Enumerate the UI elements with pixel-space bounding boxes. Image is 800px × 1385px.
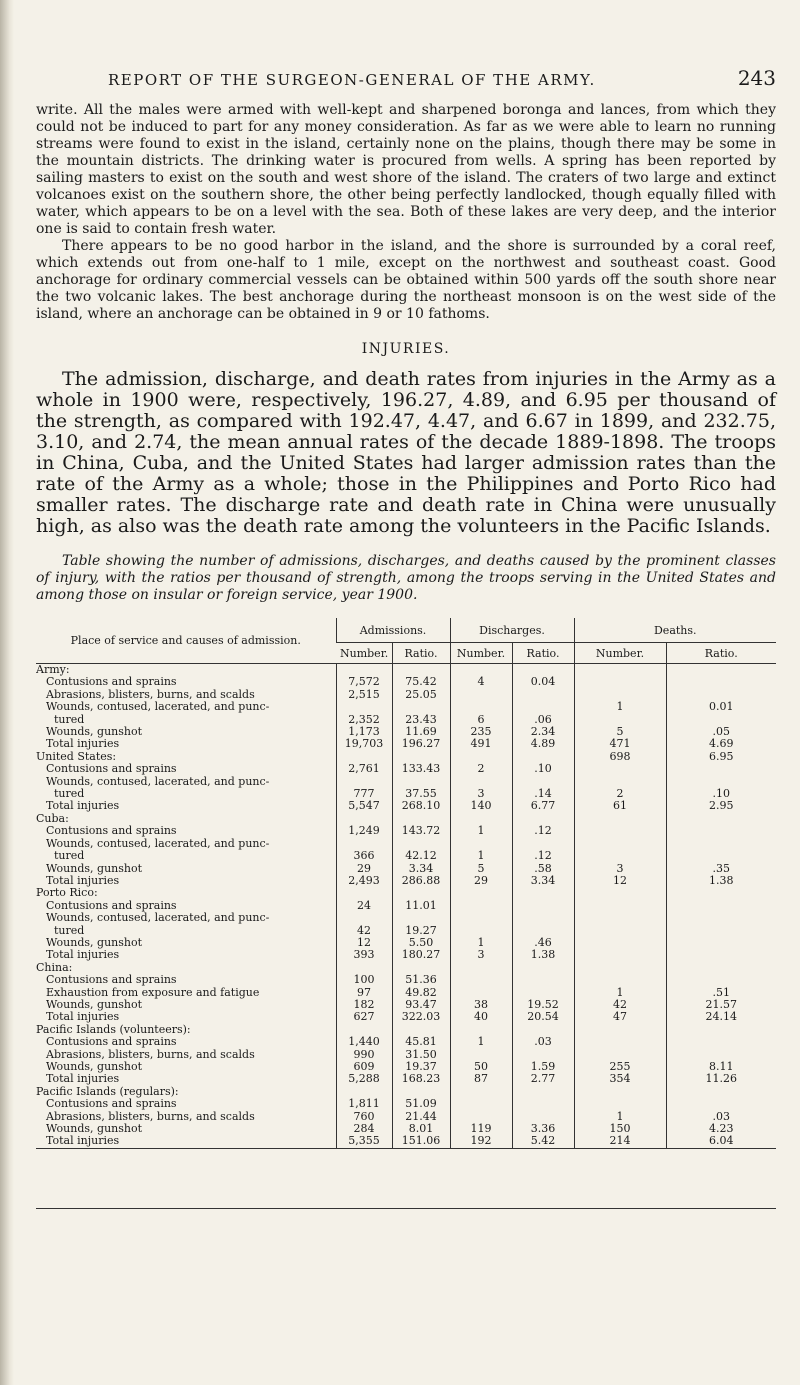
- table-row: [36, 949, 776, 961]
- intro-paragraph-2: There appears to be no good harbor in the island, and the shore is surrounded by a coral reef, which extends out from one-half to 1 mile, except on the northwest and southeast coast. Good anchorage for ordinary commercial vessels can be obtained within 500 yards off the south shore near the two volcanic lakes. The best anchorage during the northeast monsoon is on the west side of the island, where an anchorage can be obtained in 9 or 10 fathoms.: [36, 238, 776, 322]
- deaths-number-cell: [574, 825, 666, 837]
- deaths-number-cell: 214: [574, 1135, 666, 1148]
- admissions-number-cell: 12: [336, 937, 392, 949]
- deaths-number-cell: 61: [574, 800, 666, 812]
- table-row: [36, 738, 776, 750]
- row-label: Total injuries: [46, 1135, 120, 1148]
- row-label: China:: [36, 961, 73, 974]
- row-label: Total injuries: [46, 738, 120, 751]
- deaths-number-cell: 1: [574, 1111, 666, 1123]
- deaths-number-cell: [574, 1036, 666, 1048]
- discharges-number-cell: 1: [450, 825, 512, 837]
- row-label: Cuba:: [36, 812, 69, 825]
- deaths-ratio-cell: [666, 676, 776, 688]
- row-label: Contusions and sprains: [46, 899, 177, 912]
- discharges-ratio-cell: .58: [512, 863, 574, 875]
- discharges-ratio-cell: 3.36: [512, 1123, 574, 1135]
- deaths-number-cell: 1: [574, 987, 666, 999]
- discharges-number-cell: [450, 701, 512, 713]
- admissions-ratio-cell: 143.72: [392, 825, 450, 837]
- deaths-number-cell: [574, 962, 666, 974]
- deaths-number-cell: 354: [574, 1073, 666, 1085]
- place-header: Place of service and causes of admission.: [36, 618, 336, 664]
- row-label: Abrasions, blisters, burns, and scalds: [46, 1110, 255, 1123]
- admissions-header: Admissions.: [336, 618, 450, 643]
- deaths-ratio-cell: 11.26: [666, 1073, 776, 1085]
- admissions-ratio-cell: [392, 912, 450, 924]
- row-label: Army:: [36, 663, 70, 676]
- admissions-ratio-cell: 45.81: [392, 1036, 450, 1048]
- row-label: Total injuries: [46, 1073, 120, 1086]
- deaths-ratio-cell: 6.04: [666, 1135, 776, 1148]
- admissions-number-cell: 1,249: [336, 825, 392, 837]
- admissions-number-cell: 2,761: [336, 763, 392, 775]
- discharges-ratio-cell: 0.04: [512, 676, 574, 688]
- row-label: United States:: [36, 750, 117, 763]
- row-label: Wounds, contused, lacerated, and punc-: [46, 837, 270, 850]
- admissions-ratio-cell: 11.69: [392, 726, 450, 738]
- row-label: tured: [54, 788, 85, 801]
- discharges-ratio-cell: 2.34: [512, 726, 574, 738]
- admissions-ratio-cell: 51.36: [392, 974, 450, 986]
- admissions-ratio-cell: 19.27: [392, 925, 450, 937]
- deaths-number-cell: [574, 1086, 666, 1098]
- discharges-ratio-cell: [512, 1098, 574, 1110]
- discharges-number-cell: 40: [450, 1011, 512, 1023]
- admissions-number-cell: 1,173: [336, 726, 392, 738]
- discharges-number-cell: 235: [450, 726, 512, 738]
- admissions-ratio-cell: [392, 887, 450, 899]
- discharges-ratio-cell: [512, 887, 574, 899]
- table-row: [36, 800, 776, 812]
- discharges-number-cell: 6: [450, 714, 512, 726]
- discharges-number-cell: [450, 887, 512, 899]
- deaths-number-cell: 42: [574, 999, 666, 1011]
- table-row: [36, 1011, 776, 1023]
- discharges-number-cell: 491: [450, 738, 512, 750]
- admissions-number-cell: 627: [336, 1011, 392, 1023]
- admissions-ratio-cell: 5.50: [392, 937, 450, 949]
- discharges-ratio-header: Ratio.: [512, 643, 574, 664]
- admissions-number-cell: [336, 912, 392, 924]
- deaths-number-cell: [574, 937, 666, 949]
- discharges-number-cell: 1: [450, 937, 512, 949]
- deaths-number-cell: [574, 664, 666, 677]
- discharges-number-cell: 5: [450, 863, 512, 875]
- admissions-ratio-cell: 49.82: [392, 987, 450, 999]
- admissions-ratio-cell: 75.42: [392, 676, 450, 688]
- discharges-header: Discharges.: [450, 618, 574, 643]
- admissions-number-cell: 2,515: [336, 689, 392, 701]
- deaths-ratio-cell: .03: [666, 1111, 776, 1123]
- discharges-ratio-cell: 19.52: [512, 999, 574, 1011]
- deaths-ratio-cell: [666, 850, 776, 862]
- deaths-number-cell: [574, 813, 666, 825]
- row-label: Wounds, contused, lacerated, and punc-: [46, 701, 270, 714]
- injuries-paragraph: The admission, discharge, and death rates from injuries in the Army as a whole in 1900 were, respectively, 196.27, 4.89, and 6.95 per thousand of the strength, as compared with 192.47, 4.47, and 6.67 in 1899, and 232.75, 3.10, and 2.74, the mean annual rates of the decade 1889-1898. The troops in China, Cuba, and the United States had larger admission rates than the rate of the Army as a whole; those in the Philippines and Porto Rico had smaller rates. The discharge rate and death rate in China were unusually high, as also was the death rate among the volunteers in the Pacific Islands.: [36, 368, 776, 537]
- deaths-number-cell: [574, 1024, 666, 1036]
- row-label: Wounds, gunshot: [46, 1123, 143, 1136]
- discharges-ratio-cell: .46: [512, 937, 574, 949]
- table-body: [36, 664, 776, 1149]
- admissions-ratio-cell: 133.43: [392, 763, 450, 775]
- discharges-number-cell: [450, 689, 512, 701]
- discharges-number-header: Number.: [450, 643, 512, 664]
- row-label: Total injuries: [46, 874, 120, 887]
- discharges-number-cell: 4: [450, 676, 512, 688]
- admissions-number-cell: 42: [336, 925, 392, 937]
- row-label: Wounds, gunshot: [46, 936, 143, 949]
- table-row: [36, 689, 776, 701]
- deaths-ratio-cell: 4.23: [666, 1123, 776, 1135]
- deaths-ratio-cell: [666, 900, 776, 912]
- admissions-ratio-cell: 196.27: [392, 738, 450, 750]
- row-label: Contusions and sprains: [46, 974, 177, 987]
- admissions-number-cell: 393: [336, 949, 392, 961]
- discharges-number-cell: 87: [450, 1073, 512, 1085]
- discharges-ratio-cell: .10: [512, 763, 574, 775]
- row-label: Wounds, gunshot: [46, 862, 143, 875]
- discharges-number-cell: 3: [450, 788, 512, 800]
- deaths-ratio-cell: 4.69: [666, 738, 776, 750]
- deaths-number-cell: [574, 949, 666, 961]
- admissions-number-cell: [336, 701, 392, 713]
- table-row: [36, 1036, 776, 1048]
- table-caption: Table showing the number of admissions, discharges, and deaths caused by the prominent classes of injury, with the ratios per thousand of strength, among the troops serving in the United States and among those on insular or foreign service, year 1900.: [36, 553, 776, 603]
- discharges-ratio-cell: 1.59: [512, 1061, 574, 1073]
- document-page: [36, 66, 776, 1149]
- discharges-ratio-cell: 4.89: [512, 738, 574, 750]
- row-label: Contusions and sprains: [46, 825, 177, 838]
- admissions-ratio-cell: 23.43: [392, 714, 450, 726]
- table-row: [36, 1098, 776, 1110]
- deaths-number-header: Number.: [574, 643, 666, 664]
- deaths-ratio-cell: .35: [666, 863, 776, 875]
- deaths-number-cell: [574, 974, 666, 986]
- row-label: tured: [54, 850, 85, 863]
- admissions-number-cell: 284: [336, 1123, 392, 1135]
- deaths-ratio-cell: [666, 925, 776, 937]
- admissions-ratio-cell: 11.01: [392, 900, 450, 912]
- admissions-number-header: Number.: [336, 643, 392, 664]
- row-label: Contusions and sprains: [46, 676, 177, 689]
- deaths-ratio-cell: [666, 763, 776, 775]
- discharges-ratio-cell: .03: [512, 1036, 574, 1048]
- admissions-ratio-cell: 151.06: [392, 1135, 450, 1148]
- deaths-number-cell: 47: [574, 1011, 666, 1023]
- deaths-number-cell: [574, 850, 666, 862]
- discharges-ratio-cell: .14: [512, 788, 574, 800]
- discharges-number-cell: [450, 1086, 512, 1098]
- table-row: [36, 875, 776, 887]
- row-label: Contusions and sprains: [46, 1098, 177, 1111]
- section-title: INJURIES.: [361, 341, 451, 357]
- deaths-number-cell: 2: [574, 788, 666, 800]
- table-row: [36, 925, 776, 937]
- discharges-number-cell: 50: [450, 1061, 512, 1073]
- admissions-number-cell: 2,352: [336, 714, 392, 726]
- admissions-ratio-cell: 19.37: [392, 1061, 450, 1073]
- discharges-number-cell: 1: [450, 850, 512, 862]
- deaths-ratio-cell: 2.95: [666, 800, 776, 812]
- deaths-number-cell: [574, 925, 666, 937]
- admissions-ratio-cell: 286.88: [392, 875, 450, 887]
- deaths-number-cell: [574, 1098, 666, 1110]
- deaths-ratio-cell: 0.01: [666, 701, 776, 713]
- table-row: [36, 701, 776, 713]
- admissions-ratio-cell: 168.23: [392, 1073, 450, 1085]
- deaths-number-cell: 698: [574, 751, 666, 763]
- table-row: [36, 912, 776, 924]
- deaths-ratio-cell: [666, 887, 776, 899]
- discharges-ratio-cell: [512, 912, 574, 924]
- admissions-ratio-cell: 21.44: [392, 1111, 450, 1123]
- deaths-ratio-cell: [666, 974, 776, 986]
- deaths-number-cell: [574, 676, 666, 688]
- discharges-ratio-cell: 20.54: [512, 1011, 574, 1023]
- admissions-number-cell: 182: [336, 999, 392, 1011]
- discharges-ratio-cell: [512, 1086, 574, 1098]
- admissions-number-cell: 777: [336, 788, 392, 800]
- admissions-number-cell: 366: [336, 850, 392, 862]
- deaths-ratio-cell: 21.57: [666, 999, 776, 1011]
- discharges-ratio-cell: 1.38: [512, 949, 574, 961]
- admissions-number-cell: 609: [336, 1061, 392, 1073]
- admissions-ratio-cell: 93.47: [392, 999, 450, 1011]
- deaths-ratio-cell: [666, 838, 776, 850]
- discharges-ratio-cell: [512, 974, 574, 986]
- row-label: Abrasions, blisters, burns, and scalds: [46, 688, 255, 701]
- admissions-number-cell: 29: [336, 863, 392, 875]
- discharges-number-cell: 3: [450, 949, 512, 961]
- deaths-ratio-cell: [666, 1024, 776, 1036]
- discharges-number-cell: 1: [450, 1036, 512, 1048]
- deaths-ratio-cell: [666, 1086, 776, 1098]
- discharges-number-cell: [450, 900, 512, 912]
- discharges-number-cell: [450, 912, 512, 924]
- row-label: Wounds, gunshot: [46, 998, 143, 1011]
- deaths-ratio-cell: 8.11: [666, 1061, 776, 1073]
- deaths-ratio-header: Ratio.: [666, 643, 776, 664]
- deaths-number-cell: 12: [574, 875, 666, 887]
- admissions-ratio-cell: [392, 701, 450, 713]
- deaths-ratio-cell: [666, 949, 776, 961]
- row-label: tured: [54, 924, 85, 937]
- discharges-number-cell: 2: [450, 763, 512, 775]
- deaths-number-cell: 5: [574, 726, 666, 738]
- admissions-ratio-cell: 3.34: [392, 863, 450, 875]
- row-label: Wounds, gunshot: [46, 726, 143, 739]
- deaths-number-cell: [574, 900, 666, 912]
- injuries-table: [36, 618, 776, 1149]
- admissions-ratio-cell: 51.09: [392, 1098, 450, 1110]
- admissions-number-cell: 5,288: [336, 1073, 392, 1085]
- page-edge-shadow: [0, 0, 14, 1385]
- table-row: [36, 1073, 776, 1085]
- deaths-ratio-cell: .05: [666, 726, 776, 738]
- row-label: Total injuries: [46, 800, 120, 813]
- table-row: [36, 825, 776, 837]
- discharges-number-cell: 140: [450, 800, 512, 812]
- discharges-number-cell: [450, 962, 512, 974]
- table-row: [36, 763, 776, 775]
- admissions-ratio-cell: 8.01: [392, 1123, 450, 1135]
- discharges-ratio-cell: [512, 689, 574, 701]
- deaths-number-cell: [574, 887, 666, 899]
- discharges-ratio-cell: [512, 900, 574, 912]
- deaths-ratio-cell: [666, 813, 776, 825]
- admissions-ratio-cell: 25.05: [392, 689, 450, 701]
- intro-paragraph-1: write. All the males were armed with well-kept and sharpened boronga and lances, from which they could not be induced to part for any money consideration. As far as we were able to learn no running streams were found to exist in the island, certainly none on the plains, though there may be some in the mountain districts. The drinking water is procured from wells. A spring has been reported by sailing masters to exist on the south and west shore of the island. The craters of two large and extinct volcanoes exist on the southern shore, the other being perfectly landlocked, though equally filled with water, which appears to be on a level with the sea. Both of these lakes are very deep, and the interior one is said to contain fresh water.: [36, 102, 776, 237]
- admissions-number-cell: 5,355: [336, 1135, 392, 1148]
- row-label: Exhaustion from exposure and fatigue: [46, 986, 260, 999]
- admissions-ratio-cell: 31.50: [392, 1049, 450, 1061]
- deaths-ratio-cell: 24.14: [666, 1011, 776, 1023]
- deaths-ratio-cell: 1.38: [666, 875, 776, 887]
- deaths-number-cell: [574, 912, 666, 924]
- deaths-number-cell: [574, 838, 666, 850]
- row-label: Abrasions, blisters, burns, and scalds: [46, 1048, 255, 1061]
- row-label: Contusions and sprains: [46, 1036, 177, 1049]
- row-label: Total injuries: [46, 949, 120, 962]
- deaths-ratio-cell: [666, 1036, 776, 1048]
- discharges-ratio-cell: [512, 962, 574, 974]
- admissions-number-cell: 24: [336, 900, 392, 912]
- discharges-ratio-cell: .12: [512, 825, 574, 837]
- deaths-ratio-cell: [666, 937, 776, 949]
- table-row: [36, 1135, 776, 1148]
- admissions-number-cell: 990: [336, 1049, 392, 1061]
- running-header: [108, 66, 776, 90]
- admissions-ratio-cell: 180.27: [392, 949, 450, 961]
- discharges-ratio-cell: 3.34: [512, 875, 574, 887]
- admissions-number-cell: 1,440: [336, 1036, 392, 1048]
- bottom-rule: [36, 1208, 776, 1209]
- discharges-number-cell: [450, 1098, 512, 1110]
- row-label: tured: [54, 713, 85, 726]
- admissions-ratio-cell: 268.10: [392, 800, 450, 812]
- admissions-number-cell: 2,493: [336, 875, 392, 887]
- running-title: REPORT OF THE SURGEON-GENERAL OF THE ARMY.: [108, 71, 596, 89]
- deaths-ratio-cell: [666, 962, 776, 974]
- deaths-ratio-cell: .51: [666, 987, 776, 999]
- admissions-number-cell: [336, 887, 392, 899]
- discharges-number-cell: [450, 974, 512, 986]
- discharges-number-cell: 38: [450, 999, 512, 1011]
- deaths-ratio-cell: [666, 825, 776, 837]
- admissions-number-cell: 100: [336, 974, 392, 986]
- deaths-number-cell: [574, 763, 666, 775]
- deaths-number-cell: 150: [574, 1123, 666, 1135]
- deaths-ratio-cell: 6.95: [666, 751, 776, 763]
- discharges-number-cell: 29: [450, 875, 512, 887]
- table-row: [36, 900, 776, 912]
- row-label: Wounds, contused, lacerated, and punc-: [46, 912, 270, 925]
- admissions-ratio-cell: 322.03: [392, 1011, 450, 1023]
- discharges-ratio-cell: 5.42: [512, 1135, 574, 1148]
- deaths-header: Deaths.: [574, 618, 776, 643]
- page-number: 243: [737, 66, 776, 90]
- table-row: [36, 676, 776, 688]
- discharges-number-cell: 119: [450, 1123, 512, 1135]
- row-label: Wounds, contused, lacerated, and punc-: [46, 775, 270, 788]
- admissions-ratio-cell: 37.55: [392, 788, 450, 800]
- discharges-ratio-cell: [512, 701, 574, 713]
- deaths-number-cell: 1: [574, 701, 666, 713]
- row-label: Wounds, gunshot: [46, 1061, 143, 1073]
- discharges-number-cell: 192: [450, 1135, 512, 1148]
- row-label: Total injuries: [46, 1011, 120, 1024]
- deaths-number-cell: 255: [574, 1061, 666, 1073]
- deaths-ratio-cell: .10: [666, 788, 776, 800]
- deaths-ratio-cell: [666, 1098, 776, 1110]
- deaths-number-cell: 471: [574, 738, 666, 750]
- deaths-ratio-cell: [666, 664, 776, 677]
- discharges-ratio-cell: 6.77: [512, 800, 574, 812]
- discharges-ratio-cell: .12: [512, 850, 574, 862]
- admissions-ratio-header: Ratio.: [392, 643, 450, 664]
- admissions-number-cell: 5,547: [336, 800, 392, 812]
- admissions-number-cell: 760: [336, 1111, 392, 1123]
- row-label: Porto Rico:: [36, 887, 98, 900]
- admissions-number-cell: 19,703: [336, 738, 392, 750]
- row-label: Pacific Islands (regulars):: [36, 1085, 179, 1098]
- admissions-ratio-cell: 42.12: [392, 850, 450, 862]
- admissions-number-cell: 97: [336, 987, 392, 999]
- admissions-number-cell: 1,811: [336, 1098, 392, 1110]
- discharges-ratio-cell: .06: [512, 714, 574, 726]
- table-row: [36, 850, 776, 862]
- deaths-ratio-cell: [666, 912, 776, 924]
- table-row: [36, 974, 776, 986]
- discharges-ratio-cell: 2.77: [512, 1073, 574, 1085]
- deaths-number-cell: 3: [574, 863, 666, 875]
- table-row: [36, 887, 776, 899]
- row-label: Contusions and sprains: [46, 763, 177, 776]
- admissions-number-cell: 7,572: [336, 676, 392, 688]
- table-row: [36, 1111, 776, 1123]
- row-label: Pacific Islands (volunteers):: [36, 1023, 191, 1036]
